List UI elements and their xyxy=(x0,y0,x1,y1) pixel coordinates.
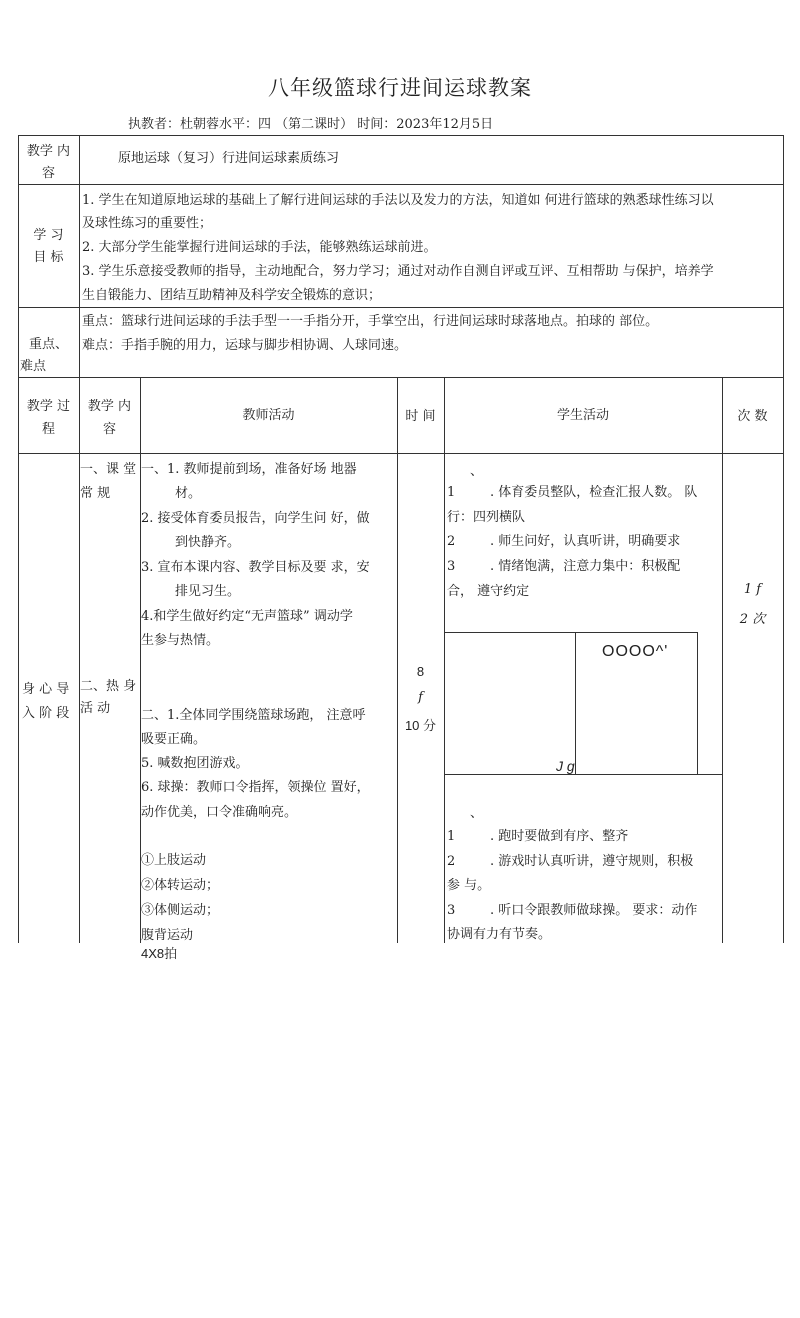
teacher-line: 材。 xyxy=(175,486,202,501)
student-mark: 、 xyxy=(470,464,484,479)
goal-line: 2. 大部分学生能掌握行进间运球的手法，能够熟练运球前进。 xyxy=(82,240,437,255)
content-row-value: 原地运球（复习）行进间运球素质练习 xyxy=(118,151,340,166)
header-count: 次 数 xyxy=(737,409,768,424)
teacher-line: ②体转运动； xyxy=(141,878,220,893)
student-item: . 听口令跟教师做球操。 要求：动作 xyxy=(490,903,698,918)
lesson-meta: 执教者：杜朝蓉水平：四 （第二课时） 时间：2023年12月5日 xyxy=(128,117,494,132)
teacher-line: 一、1. 教师提前到场，准备好场 地器 xyxy=(141,462,357,477)
teacher-line: 生参与热情。 xyxy=(141,633,220,648)
formation-diagram-mark: J g xyxy=(556,758,575,774)
stage-label: 身 心 导 xyxy=(22,682,70,697)
teacher-line: 5. 喊数抱团游戏。 xyxy=(141,756,249,771)
content-routine-cont: 常 规 xyxy=(80,486,111,501)
table-right-border xyxy=(783,135,784,943)
student-item: . 师生问好，认真听讲，明确要求 xyxy=(490,534,681,549)
goals-row-label: 学 习 xyxy=(33,228,64,243)
header-student: 学生活动 xyxy=(556,408,609,423)
row-divider xyxy=(18,307,783,308)
diagram-divider xyxy=(575,632,576,774)
teacher-line: ③体侧运动； xyxy=(141,903,220,918)
goal-line: 生自锻能力、团结互助精神及科学安全锻炼的意识； xyxy=(82,288,382,303)
teacher-line: ①上肢运动 xyxy=(141,853,207,868)
student-item-num: 1 xyxy=(447,485,456,500)
content-warmup-cont: 活 动 xyxy=(80,701,111,716)
student-item-num: 1 xyxy=(447,829,456,844)
header-divider xyxy=(18,453,783,454)
row-divider xyxy=(18,184,783,185)
formation-diagram-label: OOOO^' xyxy=(602,643,669,660)
header-content: 教学 内 xyxy=(87,399,132,414)
teacher-line: 4.和学生做好约定“无声篮球” 调动学 xyxy=(141,609,353,624)
header-time: 时 间 xyxy=(405,409,436,424)
goal-line: 1. 学生在知道原地运球的基础上了解行进间运球的手法以及发力的方法，知道如 何进行篮球的熟悉球性练习以 xyxy=(82,193,714,208)
student-item-num: 2 xyxy=(447,534,456,549)
goals-row-label-cont: 目 标 xyxy=(33,250,64,265)
diagram-top-border xyxy=(444,632,697,633)
student-item-num: 3 xyxy=(447,903,456,918)
student-item-cont: 协调有力有节奏。 xyxy=(447,927,552,942)
student-item-cont: 参 与。 xyxy=(447,878,491,893)
time-value: 10 分 xyxy=(404,718,437,733)
page-title: 八年级篮球行进间运球教案 xyxy=(268,76,532,100)
diagram-bottom-border xyxy=(444,774,722,775)
header-process-cont: 程 xyxy=(41,422,55,437)
header-content-cont: 容 xyxy=(102,422,116,437)
count-value: 2 次 xyxy=(739,612,766,627)
column-divider xyxy=(722,377,723,943)
teacher-line: 2. 接受体育委员报告，向学生问 好，做 xyxy=(141,511,370,526)
teacher-line: 动作优美，口令准确响亮。 xyxy=(141,805,298,820)
column-divider xyxy=(79,135,80,943)
student-item-cont: 行：四列横队 xyxy=(447,510,526,525)
goal-line: 及球性练习的重要性； xyxy=(82,216,213,231)
teacher-line: 到快静齐。 xyxy=(175,535,241,550)
key-point: 重点：篮球行进间运球的手法手型一一手指分开，手掌空出，行进间运球时球落地点。拍球的 部位。 xyxy=(82,314,659,329)
student-item: . 体育委员整队，检查汇报人数。 队 xyxy=(490,485,698,500)
content-row-label: 教学 内 xyxy=(26,144,71,159)
row-divider xyxy=(18,377,783,378)
header-process: 教学 过 xyxy=(26,399,71,414)
table-top-border xyxy=(18,135,783,136)
goal-line: 3. 学生乐意接受教师的指导，主动地配合，努力学习；通过对动作自测自评或互评、互相帮助 与保护，培养学 xyxy=(82,264,714,279)
student-item-cont: 合， 遵守约定 xyxy=(447,584,530,599)
stage-label-cont: 入 阶 段 xyxy=(22,706,70,721)
teacher-line: 二、1.全体同学围绕篮球场跑， 注意呼 xyxy=(141,708,366,723)
difficulty-point: 难点：手指手腕的用力，运球与脚步相协调、人球同速。 xyxy=(82,338,408,353)
teacher-line: 吸要正确。 xyxy=(141,732,207,747)
column-divider xyxy=(444,377,445,943)
teacher-line: 3. 宣布本课内容、教学目标及要 求，安 xyxy=(141,560,370,575)
diagram-right-border xyxy=(697,632,698,774)
time-value: 8 xyxy=(416,664,425,679)
key-row-label-cont: 难点 xyxy=(20,359,47,374)
header-teacher: 教师活动 xyxy=(242,408,295,423)
time-value: f xyxy=(418,690,423,705)
student-item-num: 3 xyxy=(447,559,456,574)
student-item: . 游戏时认真听讲，遵守规则，积极 xyxy=(490,854,694,869)
content-warmup: 二、热 身 xyxy=(80,679,137,694)
teacher-line: 6. 球操：教师口令指挥，领操位 置好， xyxy=(141,780,370,795)
student-item: . 跑时要做到有序、整齐 xyxy=(490,829,629,844)
count-value: 1 f xyxy=(743,582,762,597)
student-item: . 情绪饱满，注意力集中：积极配 xyxy=(490,559,681,574)
content-routine: 一、课 堂 xyxy=(80,462,137,477)
teacher-line: 腹背运动 xyxy=(141,928,194,943)
content-row-label-cont: 容 xyxy=(41,166,55,181)
student-item-num: 2 xyxy=(447,854,456,869)
key-row-label: 重点、 xyxy=(28,337,68,352)
student-mark: 、 xyxy=(470,806,484,821)
teacher-line: 4X8拍 xyxy=(141,946,178,961)
teacher-line: 排见习生。 xyxy=(175,584,241,599)
